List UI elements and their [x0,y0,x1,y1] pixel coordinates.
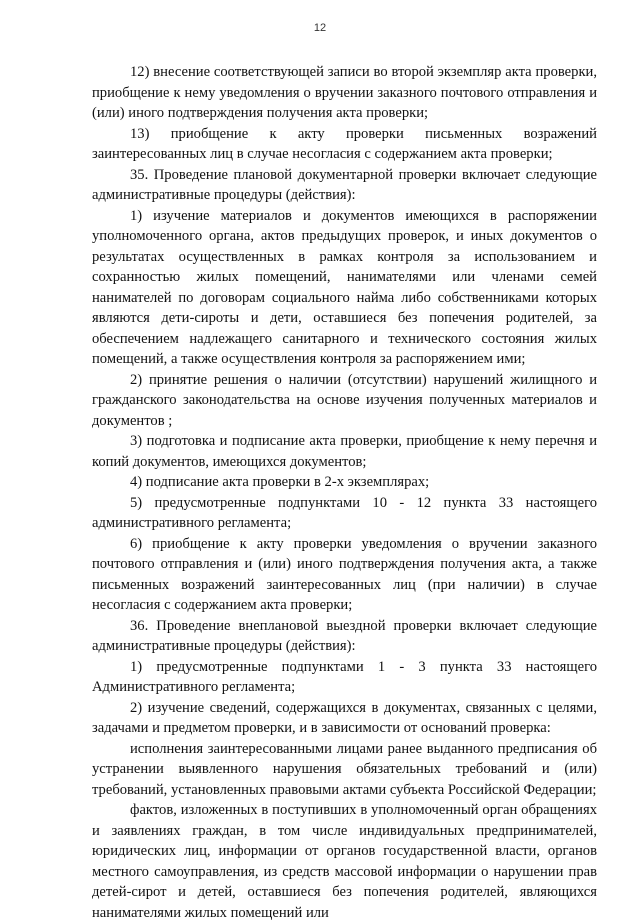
paragraph-35-item-2: 2) принятие решения о наличии (отсутствии) нарушений жилищного и гражданского законодательства на основе изучения полученных материалов и документов ; [92,371,597,429]
page-number: 12 [313,22,327,34]
paragraph-35-item-5: 5) предусмотренные подпунктами 10 - 12 пункта 33 настоящего административного регламента; [92,494,597,531]
document-body [92,62,597,923]
paragraph-item-13: 13) приобщение к акту проверки письменных возражений заинтересованных лиц в случае несогласия с содержанием акта проверки; [92,125,597,162]
paragraph-36-subitem-prescription: исполнения заинтересованными лицами ранее выданного предписания об устранении выявленного нарушения обязательных требований и (или) требований, установленных правовыми актами субъекта Российской Федерации; [92,740,597,798]
paragraph-36-item-1: 1) предусмотренные подпунктами 1 - 3 пункта 33 настоящего Административного регламента; [92,658,597,695]
paragraph-35-item-4: 4) подписание акта проверки в 2-х экземплярах; [130,474,430,490]
paragraph-36-subitem-facts: фактов, изложенных в поступивших в уполномоченный орган обращениях и заявлениях граждан, в том числе индивидуальных предпринимателей, юридических лиц, информации от органов государственной власти, органов местного самоуправления, из средств массовой информации о нарушении прав детей-сирот и детей, оставшиеся без попечения родителей, являющихся нанимателями жилых помещений или [92,802,597,921]
paragraph-36: 36. Проведение внеплановой выездной проверки включает следующие административные процедуры (действия): [92,617,597,654]
paragraph-35-item-3: 3) подготовка и подписание акта проверки, приобщение к нему перечня и копий документов, имеющихся документов; [92,433,597,470]
paragraph-35-item-6: 6) приобщение к акту проверки уведомления о вручении заказного почтового отправления и (или) иного подтверждения получения акта, а также письменных возражений заинтересованных лиц (при наличии) в случае несогласия с содержанием акта проверки; [92,535,597,613]
paragraph-35: 35. Проведение плановой документарной проверки включает следующие административные процедуры (действия): [92,166,597,203]
paragraph-35-item-1: 1) изучение материалов и документов имеющихся в распоряжении уполномоченного органа, актов предыдущих проверок, и иных документов о результатах осуществленных в рамках контроля за использованием и сохранностью жилых помещений, нанимателями или членами семей нанимателей по договорам социального найма либо собственниками которых являются дети-сироты и дети, оставшиеся без попечения родителей, за обеспечением надлежащего санитарного и технического состояния жилых помещений, а также осуществления контроля за распоряжением ими; [92,207,597,367]
paragraph-item-12: 12) внесение соответствующей записи во второй экземпляр акта проверки, приобщение к нему уведомления о вручении заказного почтового отправления и (или) иного подтверждения получения акта проверки; [92,64,597,121]
paragraph-36-item-2: 2) изучение сведений, содержащихся в документах, связанных с целями, задачами и предметом проверки, и в зависимости от оснований проверка: [92,699,597,736]
